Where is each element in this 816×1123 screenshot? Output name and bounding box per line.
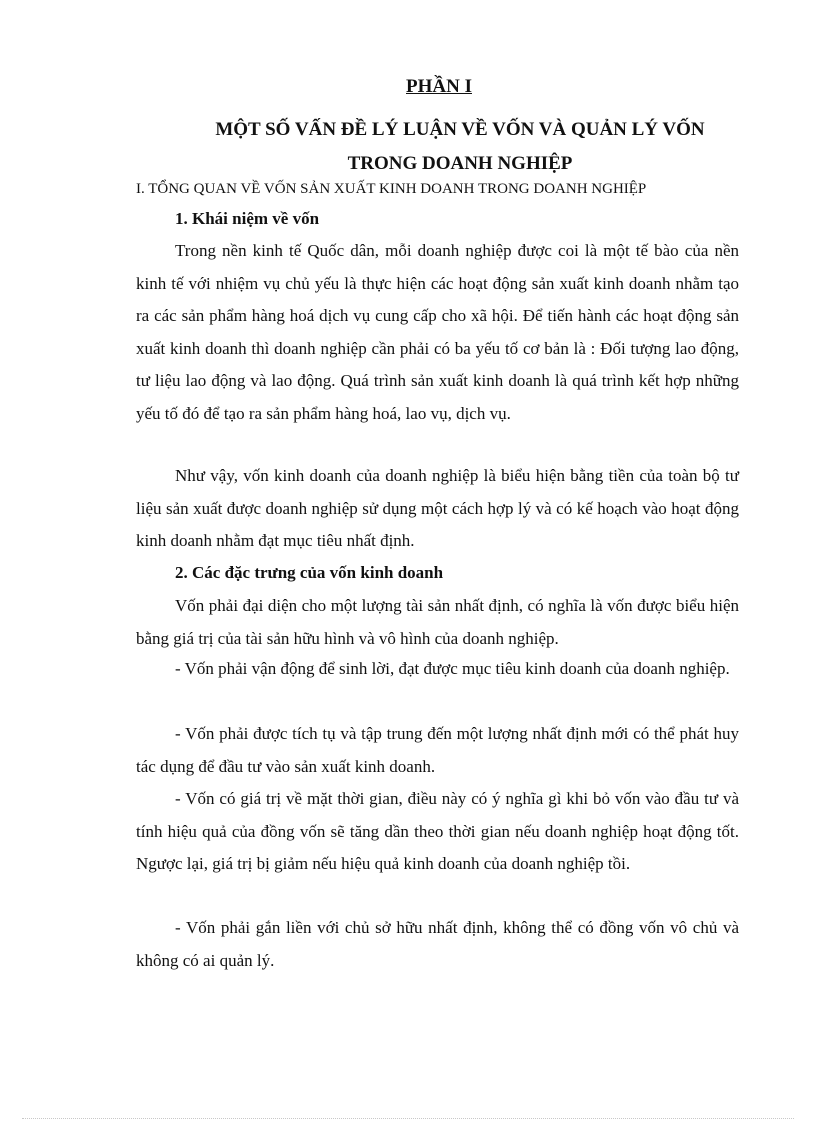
paragraph: Trong nền kinh tế Quốc dân, mỗi doanh nghiệp được coi là một tế bào của nền kinh tế với nhiệm vụ chủ yếu là thực hiện các hoạt động sản xuất kinh doanh nhằm tạo ra các sản phẩm hàng hoá dịch vụ cung cấp cho xã hội. Để tiến hành các hoạt động sản xuất kinh doanh thì doanh nghiệp cần phải có ba yếu tố cơ bản là : Đối tượng lao động, tư liệu lao động và lao động. Quá trình sản xuất kinh doanh là quá trình kết hợp những yếu tố đó để tạo ra sản phẩm hàng hoá, lao vụ, dịch vụ.	[136, 241, 739, 423]
list-item: - Vốn phải gắn liền với chủ sở hữu nhất định, không thể có đồng vốn vô chủ và không có ai quản lý.	[136, 918, 739, 970]
subsection-1-title: 1. Khái niệm về vốn	[175, 209, 320, 228]
paragraph: Vốn phải đại diện cho một lượng tài sản nhất định, có nghĩa là vốn được biểu hiện bằng giá trị của tài sản hữu hình và vô hình của doanh nghiệp.	[136, 596, 739, 648]
main-title	[150, 113, 770, 181]
main-title-line-1: MỘT SỐ VẤN ĐỀ LÝ LUẬN VỀ VỐN VÀ QUẢN LÝ VỐN	[215, 119, 705, 140]
part-title: PHẦN I	[406, 76, 472, 97]
list-item: - Vốn phải được tích tụ và tập trung đến một lượng nhất định mới có thể phát huy tác dụng để đầu tư vào sản xuất kinh doanh.	[136, 724, 739, 776]
paragraph: Như vậy, vốn kinh doanh của doanh nghiệp là biểu hiện bằng tiền của toàn bộ tư liệu sản xuất được doanh nghiệp sử dụng một cách hợp lý và có kế hoạch vào hoạt động kinh doanh nhằm đạt mục tiêu nhất định.	[136, 466, 739, 550]
list-item: - Vốn phải vận động để sinh lời, đạt được mục tiêu kinh doanh của doanh nghiệp.	[175, 659, 730, 678]
footer-divider	[22, 1118, 794, 1119]
list-item: - Vốn có giá trị về mặt thời gian, điều này có ý nghĩa gì khi bỏ vốn vào đầu tư và tính hiệu quả của đồng vốn sẽ tăng dần theo thời gian nếu doanh nghiệp hoạt động tốt. Ngược lại, giá trị bị giảm nếu hiệu quả kinh doanh của doanh nghiệp tồi.	[136, 789, 739, 873]
subsection-2-title: 2. Các đặc trưng của vốn kinh doanh	[175, 563, 444, 582]
main-title-line-2: TRONG DOANH NGHIỆP	[347, 153, 573, 174]
section-heading: I. TỔNG QUAN VỀ VỐN SẢN XUẤT KINH DOANH TRONG DOANH NGHIỆP	[136, 181, 647, 197]
